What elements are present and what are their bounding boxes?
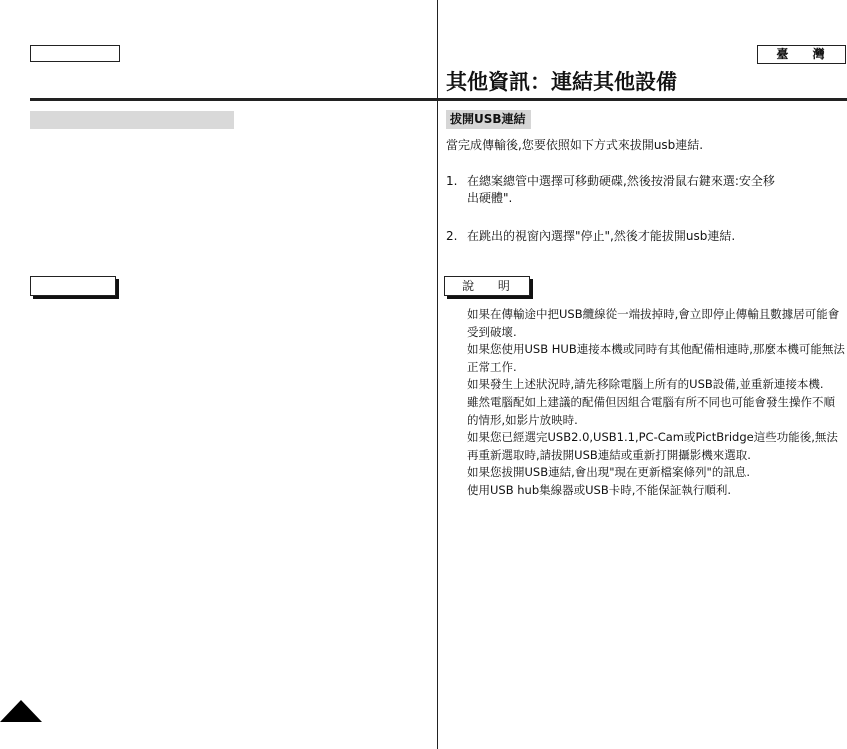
step-text (467, 173, 775, 207)
step-text-line: 在總案總管中選擇可移動硬碟,然後按滑鼠右鍵來選:安全移 (467, 174, 775, 188)
note-item: 如果您已經選完USB2.0,USB1.1,PC-Cam或PictBridge這些功能後,無法再重新選取時,請拔開USB連結或重新打開攝影機來選取. (467, 430, 838, 462)
note-item: 如果在傳輸途中把USB纜線從一端拔掉時,會立即停止傳輸且數據居可能會受到破壞. (467, 307, 840, 339)
notes-list (467, 306, 845, 500)
note-item: 如果您使用USB HUB連接本機或同時有其他配備相連時,那麼本機可能無法正常工作. (467, 342, 845, 374)
note-item: 如果發生上述狀況時,請先移除電腦上所有的USB設備,並重新連接本機. (467, 377, 824, 392)
step-text-line: 出硬體". (467, 191, 513, 205)
page-corner-triangle-icon (0, 700, 42, 722)
step-item (446, 228, 735, 245)
note-item: 雖然電腦配如上建議的配備但因組合電腦有所不同也可能會發生操作不順的情形,如影片放映時. (467, 394, 835, 427)
intro-text: 當完成傳輸後,您要依照如下方式來拔開usb連結. (446, 138, 704, 152)
step-number: 1. (446, 174, 458, 188)
step-text (467, 228, 735, 245)
left-language-badge-placeholder (30, 45, 120, 62)
step-text-line: 在跳出的視窗內選擇"停止",然後才能拔開usb連結. (467, 229, 736, 243)
left-section-heading-placeholder (30, 111, 234, 129)
column-divider (437, 0, 438, 749)
note-item: 如果您拔開USB連結,會出現"現在更新檔案條列"的訊息. (467, 465, 750, 480)
left-notes-label-placeholder (30, 276, 116, 296)
notes-label: 說 明 (444, 276, 530, 296)
note-item: 使用USB hub集線器或USB卡時,不能保証執行順利. (467, 482, 732, 497)
section-heading: 拔開USB連結 (446, 110, 531, 129)
step-number: 2. (446, 229, 458, 243)
header-rule (30, 98, 847, 101)
page-title: 其他資訊：連結其他設備 (446, 70, 677, 94)
language-badge: 臺 灣 (757, 45, 846, 64)
step-item (446, 173, 775, 207)
